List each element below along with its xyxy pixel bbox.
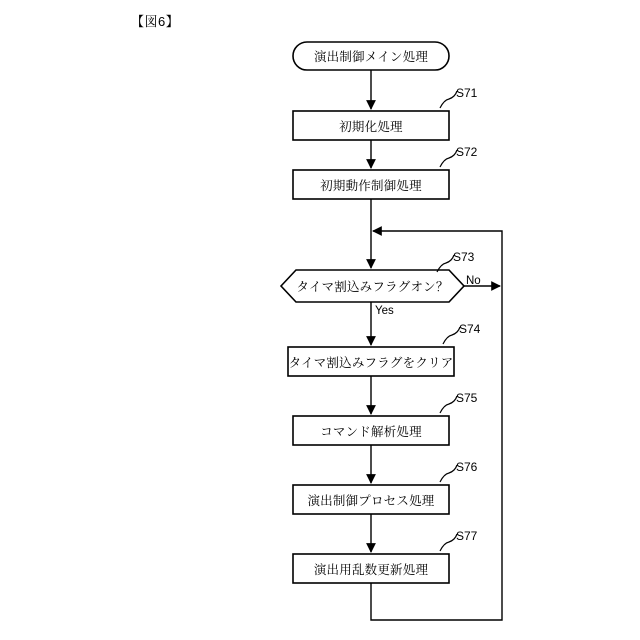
step-label-s71: S71 [456,86,478,100]
step-tick-s74 [443,327,460,344]
node-s71-label: 初期化処理 [339,119,403,134]
step-tick-s77 [440,534,457,551]
step-label-s75: S75 [456,391,478,405]
node-s76-label: 演出制御プロセス処理 [307,493,435,508]
node-s75-label: コマンド解析処理 [320,424,422,439]
step-label-s74: S74 [459,322,481,336]
step-tick-s76 [440,465,457,482]
edge-label-no: No [466,275,481,287]
step-label-s72: S72 [456,145,478,159]
edge-label-yes: Yes [375,305,394,317]
step-label-s77: S77 [456,529,478,543]
node-start-label: 演出制御メイン処理 [313,50,429,64]
node-s73-label: タイマ割込みフラグオン？ [296,280,449,294]
step-label-s73: S73 [453,250,475,264]
step-tick-s75 [440,396,457,413]
node-s77-label: 演出用乱数更新処理 [313,562,429,577]
node-s72-label: 初期動作制御処理 [320,178,422,193]
step-label-s76: S76 [456,460,478,474]
step-tick-s72 [440,150,457,167]
step-tick-s71 [440,91,457,108]
node-s74-label: タイマ割込みフラグをクリア [288,355,454,370]
figure-label: 【図6】 [131,14,180,29]
